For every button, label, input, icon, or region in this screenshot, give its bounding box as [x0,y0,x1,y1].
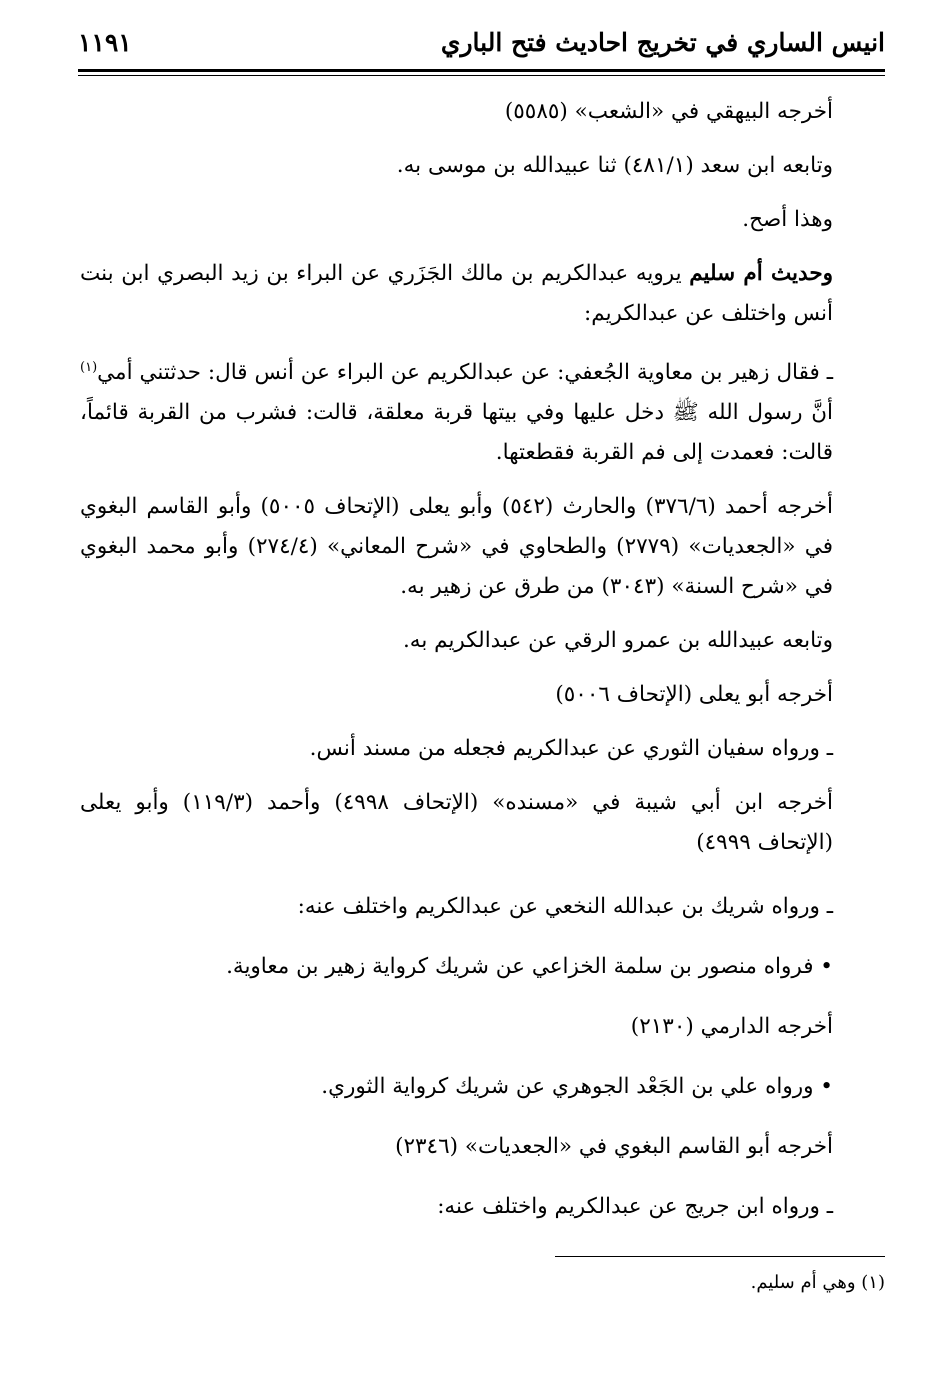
paragraph: أخرجه البيهقي في «الشعب» (٥٥٨٥) [504,99,833,124]
footnote-marker: (١) [80,360,98,375]
paragraph-text: أنَّ رسول الله ﷺ دخل عليها وفي بيتها قربة معلقة، قالت: فشرب من القربة قائماً، قالت: فعمدت إلى فم القربة فقطعتها. [80,400,833,466]
paragraph-text: ـ فقال زهير بن معاوية الجُعفي: عن عبدالكريم عن البراء عن أنس قال: حدثتني أمي [97,360,833,386]
paragraph: ـ ورواه سفيان الثوري عن عبدالكريم فجعله من مسند أنس. [309,736,833,762]
paragraph: ـ ورواه شريك بن عبدالله النخعي عن عبدالكريم واختلف عنه: [297,894,833,920]
paragraph: أخرجه أبو القاسم البغوي في «الجعديات» (٢٣٤٦) [395,1134,833,1160]
main-text [80,92,833,1227]
paragraph [80,348,833,473]
paragraph: ـ ورواه ابن جريج عن عبدالكريم واختلف عنه: [437,1194,833,1220]
paragraph: أخرجه أحمد (٣٧٦/٦) والحارث (٥٤٢) وأبو يعلى (الإتحاف ٥٠٠٥) وأبو القاسم البغوي في «الجعديات» (٢٧٧٩) والطحاوي في «شرح المعاني» (٢٧٤/٤) وأبو محمد البغوي في «شرح السنة» (٣٠٤٣) من طرق عن زهير به. [80,494,834,600]
paragraph: وهذا أصح. [742,207,833,232]
header-rule-thin [78,75,885,76]
paragraph: • ورواه علي بن الجَعْد الجوهري عن شريك كرواية الثوري. [321,1074,833,1100]
bold-lead: وحديث أم سليم [689,261,833,286]
footnote: (١) وهي أم سليم. [750,1272,885,1293]
footnote-rule [555,1256,885,1257]
paragraph: • فرواه منصور بن سلمة الخزاعي عن شريك كرواية زهير بن معاوية. [226,954,833,980]
paragraph: أخرجه الدارمي (٢١٣٠) [630,1014,833,1040]
paragraph: وتابعه ابن سعد (٤٨١/١) ثنا عبيدالله بن موسى به. [396,153,833,178]
paragraph: أخرجه ابن أبي شيبة في «مسنده» (الإتحاف ٤٩٩٨) وأحمد (١١٩/٣) وأبو يعلى (الإتحاف ٤٩٩٩) [80,790,833,856]
page-header [78,18,885,68]
paragraph: وتابعه عبيدالله بن عمرو الرقي عن عبدالكريم به. [402,628,833,654]
paragraph-text: يرويه عبدالكريم بن مالك الجَزَري عن البراء بن زيد البصري ابن بنت أنس واختلف عن عبدالكريم: [80,261,833,326]
header-rule [78,69,885,72]
paragraph [80,254,833,334]
page-number: ١١٩١ [78,28,132,57]
running-title: انيس الساري في تخريج احاديث فتح الباري [440,28,885,57]
paragraph: أخرجه أبو يعلى (الإتحاف ٥٠٠٦) [555,682,833,708]
